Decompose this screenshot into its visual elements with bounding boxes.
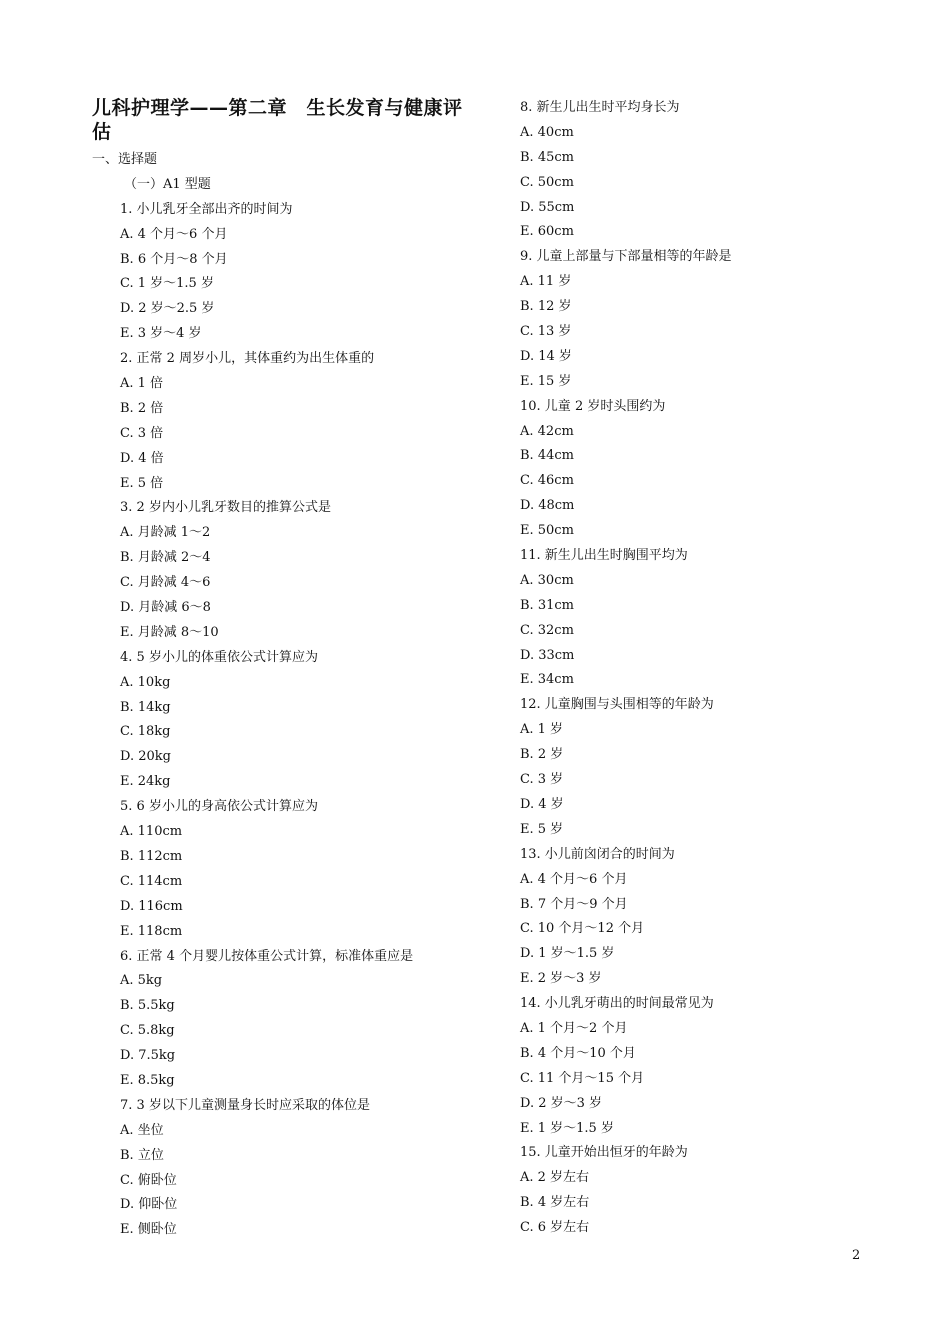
answer-option: D. 14 岁 [520, 348, 572, 364]
question-stem: 5. 6 岁小儿的身高依公式计算应为 [120, 799, 318, 815]
answer-option: B. 7 个月～9 个月 [520, 896, 628, 912]
left-column [92, 96, 472, 1243]
answer-option: B. 4 个月～10 个月 [520, 1045, 636, 1061]
answer-option: E. 1 岁～1.5 岁 [520, 1120, 614, 1136]
answer-option: D. 4 倍 [120, 450, 164, 466]
answer-option: B. 31cm [520, 597, 574, 613]
answer-option: C. 18kg [120, 724, 171, 740]
answer-option: D. 55cm [520, 199, 575, 215]
answer-option: C. 3 倍 [120, 425, 164, 441]
answer-option: D. 2 岁～2.5 岁 [120, 301, 215, 317]
question-stem: 4. 5 岁小儿的体重依公式计算应为 [120, 649, 318, 665]
answer-option: D. 33cm [520, 647, 575, 663]
answer-option: C. 46cm [520, 473, 574, 489]
answer-option: E. 15 岁 [520, 373, 572, 389]
answer-option: E. 5 倍 [120, 475, 164, 491]
answer-option: B. 4 岁左右 [520, 1195, 590, 1211]
answer-option: B. 112cm [120, 848, 183, 864]
question-stem: 6. 正常 4 个月婴儿按体重公式计算，标准体重应是 [120, 948, 414, 964]
question-stem: 14. 小儿乳牙萌出的时间最常见为 [520, 996, 714, 1012]
answer-option: A. 1 个月～2 个月 [520, 1020, 628, 1036]
question-stem: 1. 小儿乳牙全部出齐的时间为 [120, 201, 293, 217]
answer-option: C. 1 岁～1.5 岁 [120, 276, 214, 292]
answer-option: D. 20kg [120, 749, 171, 765]
answer-option: A. 1 倍 [120, 376, 164, 392]
left-question-list [92, 198, 472, 1243]
answer-option: A. 月龄减 1～2 [120, 525, 211, 541]
document-title: 儿科护理学——第二章 生长发育与健康评估 [92, 97, 463, 143]
answer-option: A. 11 岁 [520, 274, 572, 290]
answer-option: D. 7.5kg [120, 1048, 176, 1064]
answer-option: C. 50cm [520, 174, 574, 190]
answer-option: E. 50cm [520, 523, 574, 539]
page-number: 2 [852, 1248, 861, 1263]
answer-option: D. 2 岁～3 岁 [520, 1095, 603, 1111]
question-stem: 10. 儿童 2 岁时头围约为 [520, 398, 666, 414]
answer-option: A. 30cm [520, 572, 574, 588]
right-question-list [520, 96, 900, 1241]
answer-option: B. 12 岁 [520, 299, 572, 315]
answer-option: D. 4 岁 [520, 796, 564, 812]
answer-option: A. 坐位 [120, 1122, 164, 1138]
answer-option: E. 月龄减 8～10 [120, 624, 219, 640]
answer-option: D. 仰卧位 [120, 1197, 178, 1213]
answer-option: D. 1 岁～1.5 岁 [520, 946, 615, 962]
answer-option: C. 13 岁 [520, 324, 572, 340]
answer-option: E. 34cm [520, 672, 574, 688]
question-stem: 9. 儿童上部量与下部量相等的年龄是 [520, 249, 732, 265]
answer-option: C. 114cm [120, 873, 183, 889]
answer-option: B. 立位 [120, 1147, 164, 1163]
answer-option: A. 2 岁左右 [520, 1170, 590, 1186]
answer-option: E. 2 岁～3 岁 [520, 971, 602, 987]
answer-option: D. 48cm [520, 498, 575, 514]
answer-option: B. 44cm [520, 448, 574, 464]
answer-option: B. 45cm [520, 149, 574, 165]
subsection-heading: （一）A1 型题 [124, 176, 211, 192]
question-stem: 13. 小儿前囟闭合的时间为 [520, 846, 675, 862]
answer-option: B. 14kg [120, 699, 171, 715]
question-stem: 15. 儿童开始出恒牙的年龄为 [520, 1145, 688, 1161]
question-stem: 11. 新生儿出生时胸围平均为 [520, 548, 688, 564]
answer-option: A. 42cm [520, 423, 574, 439]
answer-option: C. 俯卧位 [120, 1172, 177, 1188]
answer-option: A. 40cm [520, 124, 574, 140]
answer-option: E. 5 岁 [520, 821, 564, 837]
answer-option: E. 60cm [520, 224, 574, 240]
question-stem: 2. 正常 2 周岁小儿，其体重约为出生体重的 [120, 351, 375, 367]
right-column [520, 96, 900, 1241]
answer-option: C. 6 岁左右 [520, 1220, 590, 1236]
answer-option: E. 侧卧位 [120, 1222, 177, 1238]
answer-option: A. 4 个月～6 个月 [520, 871, 628, 887]
answer-option: B. 5.5kg [120, 998, 175, 1014]
question-stem: 12. 儿童胸围与头围相等的年龄为 [520, 697, 714, 713]
answer-option: E. 118cm [120, 923, 183, 939]
answer-option: A. 1 岁 [520, 722, 564, 738]
answer-option: E. 3 岁～4 岁 [120, 326, 202, 342]
question-stem: 3. 2 岁内小儿乳牙数目的推算公式是 [120, 500, 331, 516]
answer-option: C. 10 个月～12 个月 [520, 921, 645, 937]
question-stem: 7. 3 岁以下儿童测量身长时应采取的体位是 [120, 1097, 370, 1113]
answer-option: D. 116cm [120, 898, 183, 914]
answer-option: B. 6 个月～8 个月 [120, 251, 228, 267]
answer-option: A. 10kg [120, 674, 171, 690]
answer-option: C. 32cm [520, 622, 574, 638]
answer-option: A. 5kg [120, 973, 163, 989]
answer-option: B. 2 倍 [120, 400, 164, 416]
answer-option: A. 4 个月～6 个月 [120, 226, 228, 242]
answer-option: D. 月龄减 6～8 [120, 600, 211, 616]
answer-option: E. 8.5kg [120, 1072, 175, 1088]
section-heading: 一、选择题 [92, 152, 158, 167]
answer-option: C. 11 个月～15 个月 [520, 1070, 645, 1086]
answer-option: C. 3 岁 [520, 772, 564, 788]
answer-option: A. 110cm [120, 824, 183, 840]
answer-option: E. 24kg [120, 774, 171, 790]
answer-option: B. 2 岁 [520, 747, 564, 763]
answer-option: C. 月龄减 4～6 [120, 575, 211, 591]
question-stem: 8. 新生儿出生时平均身长为 [520, 100, 680, 115]
answer-option: C. 5.8kg [120, 1023, 175, 1039]
answer-option: B. 月龄减 2～4 [120, 550, 211, 566]
